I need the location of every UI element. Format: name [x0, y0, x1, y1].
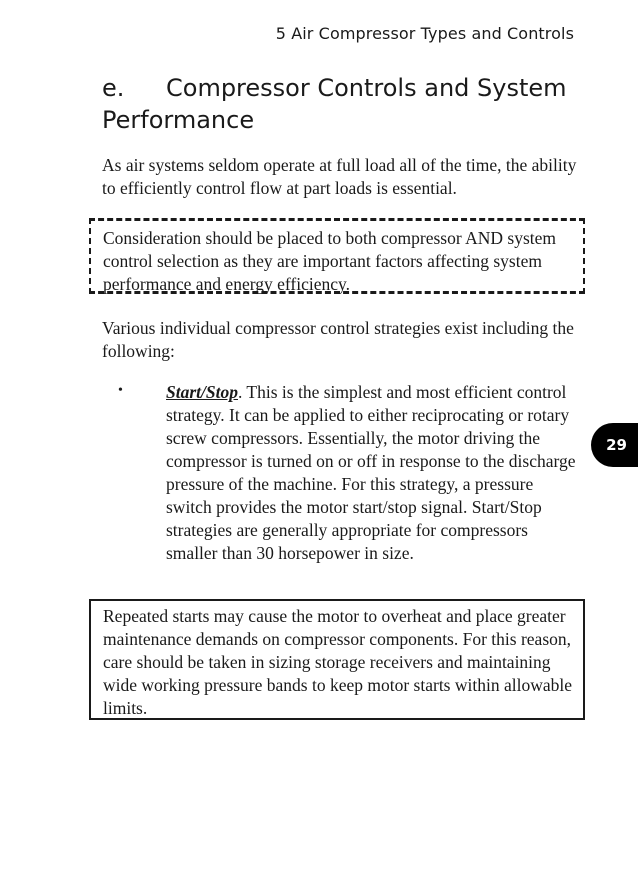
running-header: 5 Air Compressor Types and Controls	[275, 24, 574, 43]
strategies-paragraph: Various individual compressor control strategies exist including the following:	[102, 318, 574, 361]
section-number: e.	[102, 74, 125, 102]
bullet-description: . This is the simplest and most efficient control strategy. It can be applied to either reciprocating or rotary screw compressors. Essentially, the motor driving the compressor is turned on or off in response to the discharge pressure of the machine. For this strategy, a pressure switch provides the motor start/stop signal. Start/Stop strategies are generally appropriate for compressors smaller than 30 horsepower in size.	[166, 382, 576, 563]
section-title: Compressor Controls and System Performance	[102, 74, 567, 134]
section-heading	[102, 72, 572, 136]
repeated-starts-callout-text: Repeated starts may cause the motor to overheat and place greater maintenance demands on compressor components. For this reason, care should be taken in sizing storage receivers and maintaining wide working pressure bands to keep motor starts within allowable limits.	[103, 606, 572, 718]
page-number-tab: 29	[591, 423, 638, 467]
consideration-callout-box	[89, 218, 585, 294]
repeated-starts-callout-box	[89, 599, 585, 720]
intro-paragraph: As air systems seldom operate at full load all of the time, the ability to efficiently control flow at part loads is essential.	[102, 155, 577, 198]
bullet-text	[166, 381, 578, 565]
bullet-icon: •	[118, 383, 123, 398]
bullet-term: Start/Stop	[166, 382, 238, 402]
consideration-callout-text: Consideration should be placed to both compressor AND system control selection as they are important factors affecting system performance and energy efficiency.	[103, 228, 556, 294]
